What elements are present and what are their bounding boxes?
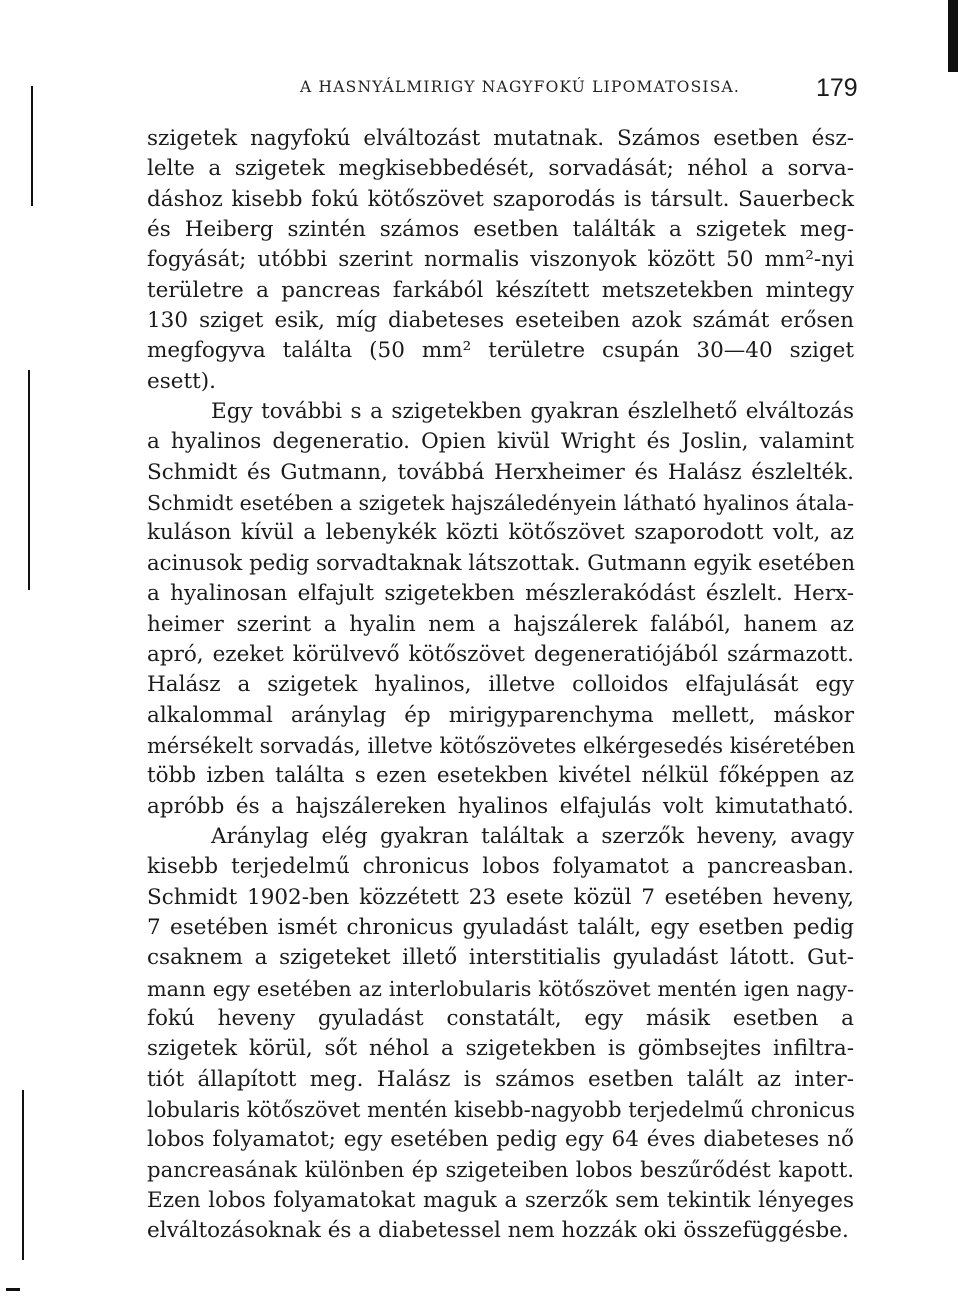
scan-edge-mark-bottom-left (6, 1288, 20, 1291)
text-line: heimer szerint a hyalin nem a hajszálerek falából, hanem az (147, 611, 854, 637)
scan-edge-mark-top-right (948, 0, 958, 72)
text-line: Schmidt 1902-ben közzétett 23 esete közül 7 esetében heveny, (147, 884, 854, 910)
text-line: pancreasának különben ép szigeteiben lobos beszűrődést kapott. (147, 1157, 854, 1183)
text-line: Halász a szigetek hyalinos, illetve colloidos elfajulását egy (147, 672, 854, 698)
text-line: lobularis kötőszövet mentén kisebb-nagyobb terjedelmű chronicus (147, 1098, 856, 1122)
text-line: 130 sziget esik, míg diabeteses eseteiben azok számát erősen (147, 308, 854, 334)
text-line: mérsékelt sorvadás, illetve kötőszövetes elkérgesedés kiséretében (147, 733, 856, 758)
text-line: mann egy esetében az interlobularis kötőszövet mentén igen nagy- (147, 976, 854, 1001)
text-line: apró, ezeket körülvevő kötőszövet degeneratiójából származott. (147, 641, 854, 667)
text-line: szigetek körül, sőt néhol a szigetekben is gömbsejtes infiltra- (147, 1036, 854, 1062)
running-head: A HASNYÁLMIRIGY NAGYFOKÚ LIPOMATOSISA. (300, 78, 741, 96)
text-line: megfogyva találta (50 mm² területre csupán 30—40 sziget (147, 338, 854, 364)
scan-edge-mark-left-3 (22, 1090, 24, 1260)
text-line: Egy további s a szigetekben gyakran észlelhető elváltozás (211, 399, 854, 425)
text-line: Aránylag elég gyakran találtak a szerzők heveny, avagy (211, 823, 854, 849)
text-line: a hyalinos degeneratio. Opien kivül Wright és Joslin, valamint (147, 429, 854, 455)
text-line: acinusok pedig sorvadtaknak látszottak. Gutmann egyik esetében (147, 550, 856, 576)
text-line: lobos folyamatot; egy esetében pedig egy 64 éves diabeteses nő (147, 1127, 854, 1153)
text-line: fokú heveny gyuladást constatált, egy másik esetben a (147, 1005, 854, 1031)
page-number: 179 (816, 74, 858, 102)
text-line: elváltozásoknak és a diabetessel nem hozzák oki összefüggésbe. (147, 1218, 849, 1244)
body-text (147, 124, 854, 1247)
text-line: csaknem a szigeteket illető interstitialis gyuladást látott. Gut- (147, 945, 854, 971)
text-line: Schmidt és Gutmann, továbbá Herxheimer és Halász észlelték. (147, 459, 854, 485)
text-line: és Heiberg szintén számos esetben találták a szigetek meg- (147, 217, 854, 243)
text-line: alkalommal aránylag ép mirigyparenchyma mellett, máskor (147, 702, 854, 728)
text-line: szigetek nagyfokú elváltozást mutatnak. Számos esetben ész- (147, 126, 854, 151)
text-line: kisebb terjedelmű chronicus lobos folyamatot a pancreasban. (147, 854, 854, 880)
text-line: Ezen lobos folyamatokat maguk a szerzők sem tekintik lényeges (147, 1188, 854, 1214)
text-line: kuláson kívül a lebenykék közti kötőszövet szaporodott volt, az (147, 520, 854, 546)
text-line: a hyalinosan elfajult szigetekben mészlerakódást észlelt. Herx- (147, 581, 854, 607)
text-line: fogyását; utóbbi szerint normalis viszonyok között 50 mm²-nyi (147, 247, 854, 273)
scan-edge-mark-left-1 (31, 86, 33, 206)
text-line: Schmidt esetében a szigetek hajszáledényein látható hyalinos átala- (147, 491, 854, 516)
text-line: dáshoz kisebb fokú kötőszövet szaporodás is társult. Sauerbeck (147, 186, 854, 212)
text-line: több izben találta s ezen esetekben kivétel nélkül főképpen az (147, 763, 854, 789)
text-line: lelte a szigetek megkisebbedését, sorvadását; néhol a sorva- (147, 156, 854, 182)
text-line: 7 esetében ismét chronicus gyuladást talált, egy esetben pedig (147, 914, 854, 940)
text-line: területre a pancreas farkából készített metszetekben mintegy (147, 277, 854, 303)
text-line: tiót állapított meg. Halász is számos esetben talált az inter- (147, 1066, 854, 1092)
scan-edge-mark-left-2 (28, 370, 30, 590)
text-line: apróbb és a hajszálereken hyalinos elfajulás volt kimutatható. (147, 793, 854, 819)
text-line: esett). (147, 368, 216, 394)
